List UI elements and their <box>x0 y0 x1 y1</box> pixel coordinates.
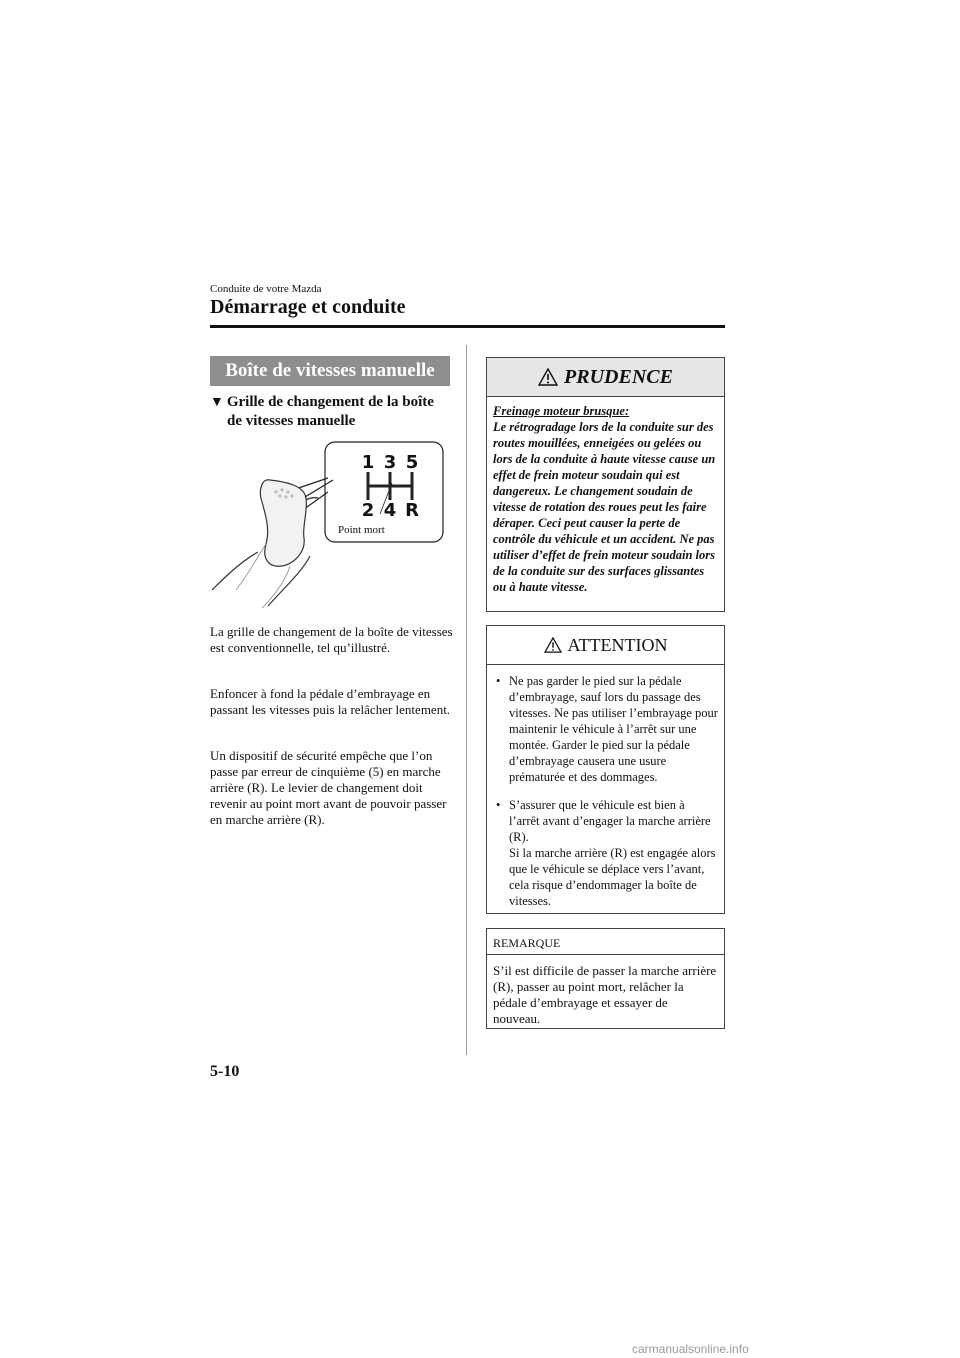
column-divider <box>466 345 467 1055</box>
gear-label: 3 <box>383 452 397 473</box>
attention-item-text: Ne pas garder le pied sur la pédale d’embrayage, sauf lors du passage des vitesses. Ne pas utiliser l’embrayage pour maintenir le véhicule à l’arrêt sur une montée. Garder le pied sur la pédale d’embrayage causera une usure prématurée et des dommages. <box>509 674 718 784</box>
subsection-heading <box>210 393 460 431</box>
watermark: carmanualsonline.info <box>632 1342 749 1356</box>
gear-label: 4 <box>383 500 397 521</box>
remarque-box <box>486 928 725 1029</box>
shift-pattern-illustration <box>210 440 445 610</box>
bullet-icon: • <box>496 674 501 688</box>
chapter-title: Conduite de votre Mazda <box>210 283 322 295</box>
prudence-lead: Freinage moteur brusque: <box>493 404 630 418</box>
list-item <box>493 797 718 909</box>
attention-list <box>487 665 724 909</box>
page-number: 5-10 <box>210 1063 240 1080</box>
triangle-marker-icon: ▼ <box>210 395 224 410</box>
prudence-box <box>486 357 725 612</box>
subhead-line2: de vitesses manuelle <box>227 413 356 429</box>
attention-item-text: S’assurer que le véhicule est bien à l’arrêt avant d’engager la marche arrière (R). <box>509 798 711 844</box>
body-paragraph: La grille de changement de la boîte de vitesses est conventionnelle, tel qu’illustré. <box>210 624 453 655</box>
prudence-text <box>487 397 724 595</box>
prudence-title: PRUDENCE <box>564 365 673 388</box>
remarque-title: REMARQUE <box>487 929 724 955</box>
remarque-text: S’il est difficile de passer la marche arrière (R), passer au point mort, relâcher la pédale d’embrayage et essayer de nouveau. <box>493 963 717 1026</box>
topic-banner: Boîte de vitesses manuelle <box>210 356 450 386</box>
subhead-line1: Grille de changement de la boîte <box>226 394 434 410</box>
attention-item-text: Si la marche arrière (R) est engagée alors que le véhicule se déplace vers l’avant, cela risque d’endommager la boîte de vitesses. <box>509 846 716 908</box>
warning-triangle-icon <box>544 637 562 653</box>
gear-label: 1 <box>361 452 375 473</box>
attention-title: ATTENTION <box>567 634 668 655</box>
prudence-header <box>487 358 724 397</box>
body-paragraph: Enfoncer à fond la pédale d’embrayage en passant les vitesses puis la relâcher lentement. <box>210 686 451 717</box>
bullet-icon: • <box>496 798 501 812</box>
warning-triangle-icon <box>538 368 558 386</box>
gear-label: 5 <box>405 452 419 473</box>
section-title: Démarrage et conduite <box>210 296 406 318</box>
attention-header <box>487 626 724 665</box>
body-paragraph: Un dispositif de sécurité empêche que l’on passe par erreur de cinquième (5) en marche arrière (R). Le levier de changement doit revenir au point mort avant de pouvoir passer en marche arrière (R). <box>210 748 447 827</box>
gear-label: 2 <box>361 500 375 521</box>
neutral-callout-label: Point mort <box>338 524 385 536</box>
list-item <box>493 673 718 785</box>
prudence-body: Le rétrogradage lors de la conduite sur des routes mouillées, enneigées ou gelées ou lors de la conduite à haute vitesse cause un effet de frein moteur soudain qui est dangereux. Le changement soudain de vitesse de rotation des roues peut les faire déraper. Ceci peut causer la perte de contrôle du véhicule et un accident. Ne pas utiliser d’effet de frein moteur soudain lors de la conduite sur des surfaces glissantes ou à haute vitesse. <box>493 420 716 594</box>
header-rule <box>210 325 725 328</box>
attention-box <box>486 625 725 914</box>
gear-label: R <box>405 500 419 521</box>
